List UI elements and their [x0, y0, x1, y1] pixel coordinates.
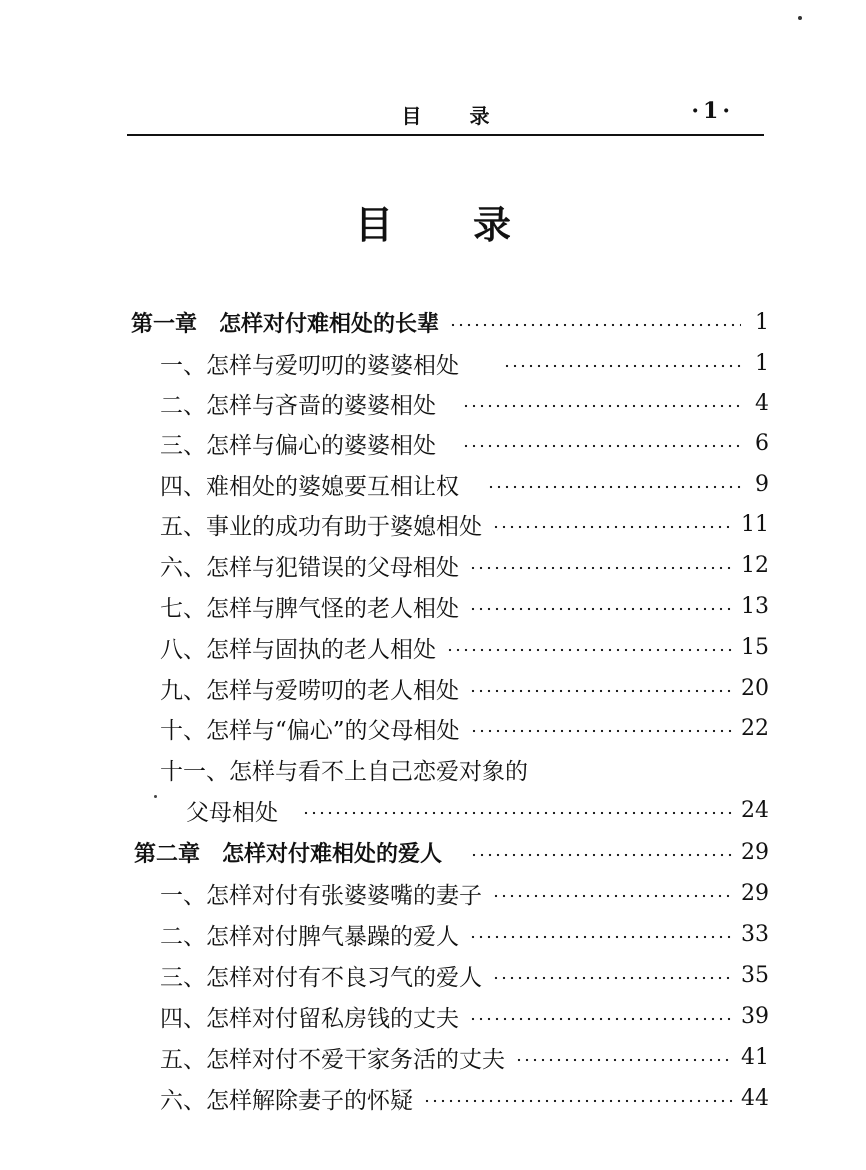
- header-title-char-2: 录: [469, 104, 490, 128]
- toc-entry[interactable]: [160, 507, 769, 541]
- toc-entry-page: 13: [741, 593, 769, 619]
- scan-speck: [154, 795, 157, 798]
- dot-leader: [503, 363, 741, 369]
- toc-entry[interactable]: [160, 630, 769, 664]
- dot-leader: [469, 565, 733, 571]
- toc-entry-label: 九、怎样与爱唠叨的老人相处: [160, 677, 459, 704]
- toc-entry[interactable]: [160, 1081, 769, 1115]
- dot-leader: [469, 688, 733, 694]
- toc-entry[interactable]: [160, 346, 769, 380]
- toc-entry-multiline-end[interactable]: [186, 793, 769, 827]
- dot-leader: [492, 524, 733, 530]
- toc-entry-page: 6: [755, 430, 769, 456]
- dot-leader: [515, 1057, 733, 1063]
- toc-entry-label: 二、怎样对付脾气暴躁的爱人: [160, 923, 459, 950]
- toc-entry[interactable]: [160, 671, 769, 705]
- toc-entry[interactable]: [160, 467, 769, 501]
- dot-leader: [469, 1016, 733, 1022]
- toc-entry-chapter-1[interactable]: [131, 305, 769, 339]
- toc-entry-page: 35: [741, 962, 769, 988]
- toc-entry-label: 父母相处: [186, 799, 278, 826]
- toc-entry-label: 十、怎样与“偏心”的父母相处: [160, 717, 460, 744]
- toc-entry-label: 三、怎样对付有不良习气的爱人: [160, 964, 482, 991]
- toc-entry[interactable]: [160, 548, 769, 582]
- toc-entry-page: 15: [741, 634, 769, 660]
- header-title-char-1: 目: [401, 104, 422, 128]
- toc-entry-page: 12: [741, 552, 769, 578]
- dot-leader: [487, 484, 741, 490]
- page-title-char-1: 目: [354, 203, 393, 247]
- dot-leader: [446, 647, 733, 653]
- dot-leader: [462, 443, 741, 449]
- toc-entry-label: 七、怎样与脾气怪的老人相处: [160, 595, 459, 622]
- header-page-number: ·1·: [691, 98, 734, 124]
- toc-entry-label: 一、怎样与爱叨叨的婆婆相处: [160, 352, 459, 379]
- toc-entry-page: 24: [741, 797, 769, 823]
- dot-leader: [492, 893, 733, 899]
- toc-entry[interactable]: [160, 917, 769, 951]
- dot-leader: [302, 810, 733, 816]
- toc-entry-page: 20: [741, 675, 769, 701]
- toc-entry-page: 11: [741, 511, 769, 537]
- toc-entry-page: 29: [741, 839, 769, 865]
- toc-entry[interactable]: [160, 958, 769, 992]
- toc-entry-page: 1: [755, 309, 769, 335]
- toc-entry-label: 第一章 怎样对付难相处的长辈: [131, 311, 440, 337]
- toc-entry[interactable]: [160, 426, 769, 460]
- toc-entry-label: 二、怎样与吝啬的婆婆相处: [160, 392, 436, 419]
- toc-entry-multiline-start[interactable]: [160, 752, 528, 786]
- toc-entry-page: 9: [755, 471, 769, 497]
- toc-entry-page: 1: [755, 350, 769, 376]
- toc-entry-label: 一、怎样对付有张婆婆嘴的妻子: [160, 882, 482, 909]
- toc-entry-page: 41: [741, 1044, 769, 1070]
- toc-entry[interactable]: [160, 386, 769, 420]
- toc-entry-label: 三、怎样与偏心的婆婆相处: [160, 432, 436, 459]
- toc-entry-label: 五、事业的成功有助于婆媳相处: [160, 513, 482, 540]
- toc-entry-label: 第二章 怎样对付难相处的爱人: [134, 841, 443, 867]
- toc-entry-page: 39: [741, 1003, 769, 1029]
- toc-entry-label: 六、怎样与犯错误的父母相处: [160, 554, 459, 581]
- toc-entry-page: 22: [741, 715, 769, 741]
- dot-leader: [470, 852, 733, 858]
- toc-entry[interactable]: [160, 876, 769, 910]
- page-title-char-2: 录: [473, 203, 512, 247]
- scan-speck: [798, 16, 802, 20]
- toc-entry-chapter-2[interactable]: [134, 835, 769, 869]
- toc-entry-label: 六、怎样解除妻子的怀疑: [160, 1087, 413, 1114]
- dot-leader: [469, 606, 733, 612]
- toc-entry-label: 十一、怎样与看不上自己恋爱对象的: [160, 758, 528, 785]
- toc-entry-label: 八、怎样与固执的老人相处: [160, 636, 436, 663]
- toc-entry-label: 四、难相处的婆媳要互相让权: [160, 473, 459, 500]
- dot-leader: [492, 975, 733, 981]
- dot-leader: [469, 934, 733, 940]
- dot-leader: [423, 1098, 733, 1104]
- toc-entry-page: 44: [741, 1085, 769, 1111]
- toc-entry[interactable]: [160, 711, 769, 745]
- toc-entry[interactable]: [160, 999, 769, 1033]
- toc-entry-label: 四、怎样对付留私房钱的丈夫: [160, 1005, 459, 1032]
- dot-leader: [449, 322, 741, 328]
- dot-leader: [462, 403, 741, 409]
- dot-leader: [470, 728, 733, 734]
- toc-entry-label: 五、怎样对付不爱干家务活的丈夫: [160, 1046, 505, 1073]
- toc-entry-page: 29: [741, 880, 769, 906]
- toc-entry-page: 4: [755, 390, 769, 416]
- toc-entry[interactable]: [160, 589, 769, 623]
- toc-entry[interactable]: [160, 1040, 769, 1074]
- toc-entry-page: 33: [741, 921, 769, 947]
